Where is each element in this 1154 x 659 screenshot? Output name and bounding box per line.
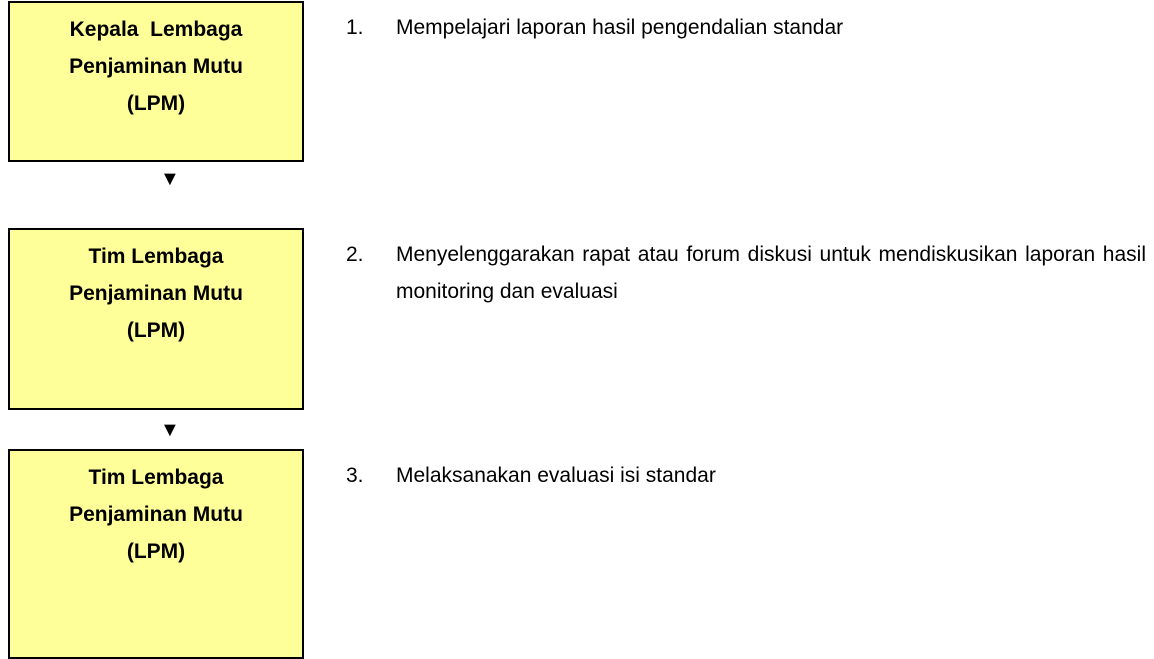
- flow-box-tim-lpm: [8, 449, 304, 659]
- step-item: [346, 457, 1146, 494]
- box-title-line: Tim Lembaga: [88, 245, 224, 268]
- box-title-line: (LPM): [126, 540, 186, 563]
- step-text: Menyelenggarakan rapat atau forum diskusi untuk mendiskusikan laporan hasil monitoring dan evaluasi: [396, 243, 1146, 303]
- down-arrow-icon: ▼: [160, 419, 180, 441]
- box-title-line: (LPM): [126, 92, 186, 115]
- box-title-line: Penjaminan Mutu: [69, 282, 243, 305]
- step-text: Melaksanakan evaluasi isi standar: [396, 464, 716, 487]
- flow-box-tim-lpm: [8, 228, 304, 410]
- step-number: 2.: [346, 243, 364, 266]
- box-title-line: Penjaminan Mutu: [69, 503, 243, 526]
- down-arrow-icon: ▼: [160, 168, 180, 190]
- box-title-line: (LPM): [126, 319, 186, 342]
- step-item: [346, 9, 1146, 46]
- box-title-line: Kepala Lembaga: [69, 18, 243, 41]
- step-number: 3.: [346, 464, 364, 487]
- flow-box-kepala-lpm: [8, 1, 304, 162]
- step-text: Mempelajari laporan hasil pengendalian standar: [396, 16, 844, 39]
- step-number: 1.: [346, 16, 364, 39]
- step-item: [346, 236, 1146, 310]
- box-title-line: Tim Lembaga: [88, 466, 224, 489]
- box-title-line: Penjaminan Mutu: [69, 55, 243, 78]
